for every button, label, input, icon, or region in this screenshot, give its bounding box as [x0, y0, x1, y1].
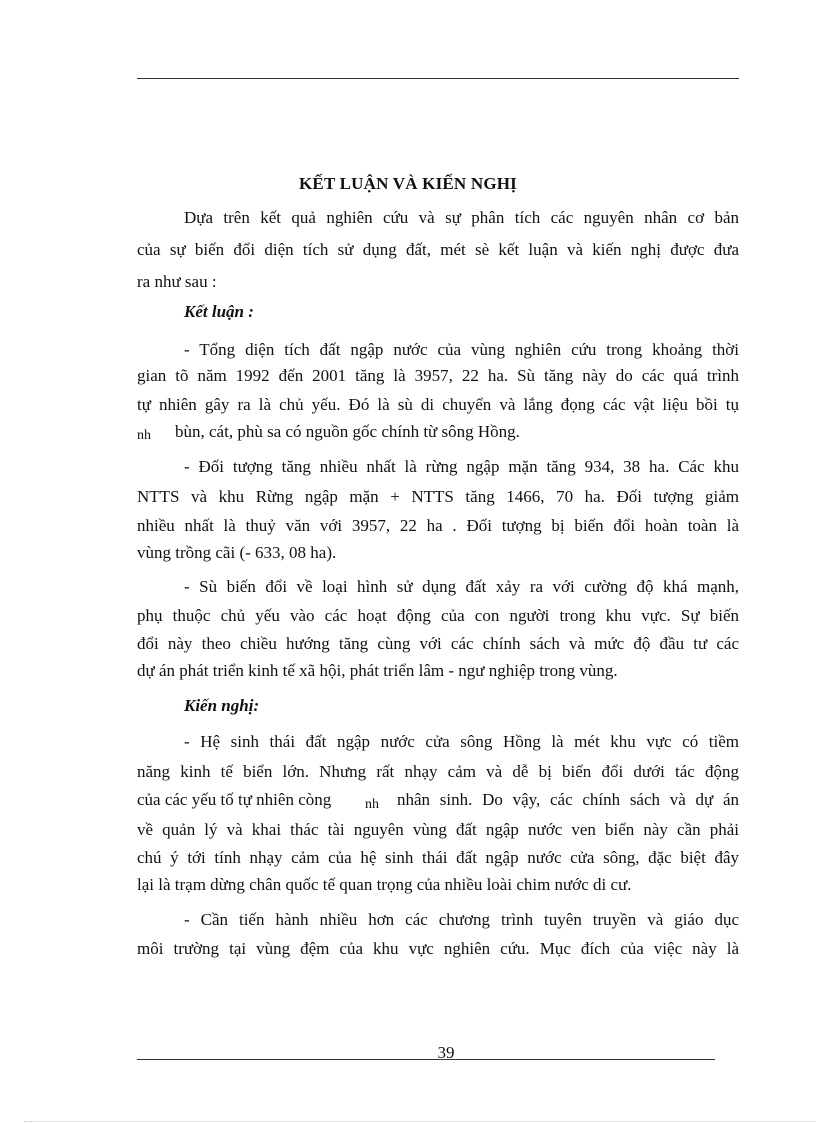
conclusion-p2-line-1: - Đối tượng tăng nhiều nhất là rừng ngập mặn tăng 934, 38 ha. Các khu: [184, 457, 739, 476]
conclusion-p1-marker: nh: [137, 428, 151, 443]
conclusion-p1-line-2: gian tõ năm 1992 đến 2001 tăng là 3957, 22 ha. Sù tăng này do các quá trình: [137, 366, 739, 385]
header-rule: [137, 78, 739, 79]
conclusion-p2-line-4: vùng trồng cãi (- 633, 08 ha).: [137, 543, 337, 562]
conclusion-p1-line-1: - Tổng diện tích đất ngập nước của vùng nghiên cứu trong khoảng thời: [184, 340, 739, 359]
conclusion-p1-line-4: bùn, cát, phù sa có nguồn gốc chính từ sông Hồng.: [175, 422, 520, 441]
recommendation-heading: Kiến nghị:: [184, 696, 260, 715]
intro-line-3: ra như sau :: [137, 272, 217, 291]
footer-rule: [137, 1059, 715, 1060]
conclusion-p3-line-3: đổi này theo chiều hướng tăng cùng với các chính sách và mức độ đầu tư các: [137, 634, 739, 653]
conclusion-p2-line-3: nhiều nhất là thuỷ văn với 3957, 22 ha . Đối tượng bị biến đổi hoàn toàn là: [137, 516, 739, 535]
intro-line-1: Dựa trên kết quả nghiên cứu và sự phân tích các nguyên nhân cơ bản: [184, 208, 739, 227]
recommendation-p1-line-5: chú ý tới tính nhạy cảm của hệ sinh thái đất ngập nước cửa sông, đặc biệt đây: [137, 848, 739, 867]
recommendation-p2-line-2: môi trường tại vùng đệm của khu vực nghiên cứu. Mục đích của việc này là: [137, 939, 739, 958]
recommendation-p1-marker: nh: [365, 797, 379, 812]
conclusion-p3-line-1: - Sù biến đổi về loại hình sử dụng đất xảy ra với cường độ khá mạnh,: [184, 577, 739, 596]
recommendation-p1-line-4: về quản lý và khai thác tài nguyên vùng đất ngập nước ven biển này cần phải: [137, 820, 739, 839]
page-edge-divider: [24, 1121, 816, 1122]
recommendation-p1-line-3b: nhân sinh. Do vậy, các chính sách và dự án: [397, 790, 739, 809]
recommendation-p1-line-1: - Hệ sinh thái đất ngập nước cửa sông Hồng là mét khu vực có tiềm: [184, 732, 739, 751]
conclusion-p3-line-2: phụ thuộc chủ yếu vào các hoạt động của con người trong khu vực. Sự biến: [137, 606, 739, 625]
conclusion-heading: Kết luận :: [184, 302, 254, 321]
intro-line-2: của sự biến đổi diện tích sử dụng đất, mét sè kết luận và kiến nghị được đưa: [137, 240, 739, 259]
recommendation-p1-line-2: năng kinh tế biển lớn. Nhưng rất nhạy cảm và dễ bị biến đổi dưới tác động: [137, 762, 739, 781]
conclusion-p2-line-2: NTTS và khu Rừng ngập mặn + NTTS tăng 1466, 70 ha. Đối tượng giảm: [137, 487, 739, 506]
conclusion-p3-line-4: dự án phát triển kinh tế xã hội, phát triển lâm - ngư nghiệp trong vùng.: [137, 661, 618, 680]
conclusion-p1-line-3: tự nhiên gây ra là chủ yếu. Đó là sù di chuyển và lắng đọng các vật liệu bồi tụ: [137, 395, 739, 414]
page-number: 39: [437, 1043, 455, 1062]
recommendation-p1-line-3a: của các yếu tố tự nhiên còng: [137, 790, 332, 809]
recommendation-p2-line-1: - Cần tiến hành nhiều hơn các chương trình tuyên truyền và giáo dục: [184, 910, 739, 929]
page-title: KẾT LUẬN VÀ KIẾN NGHỊ: [298, 174, 517, 193]
recommendation-p1-line-6: lại là trạm dừng chân quốc tế quan trọng của nhiều loài chim nước di cư.: [137, 875, 632, 894]
